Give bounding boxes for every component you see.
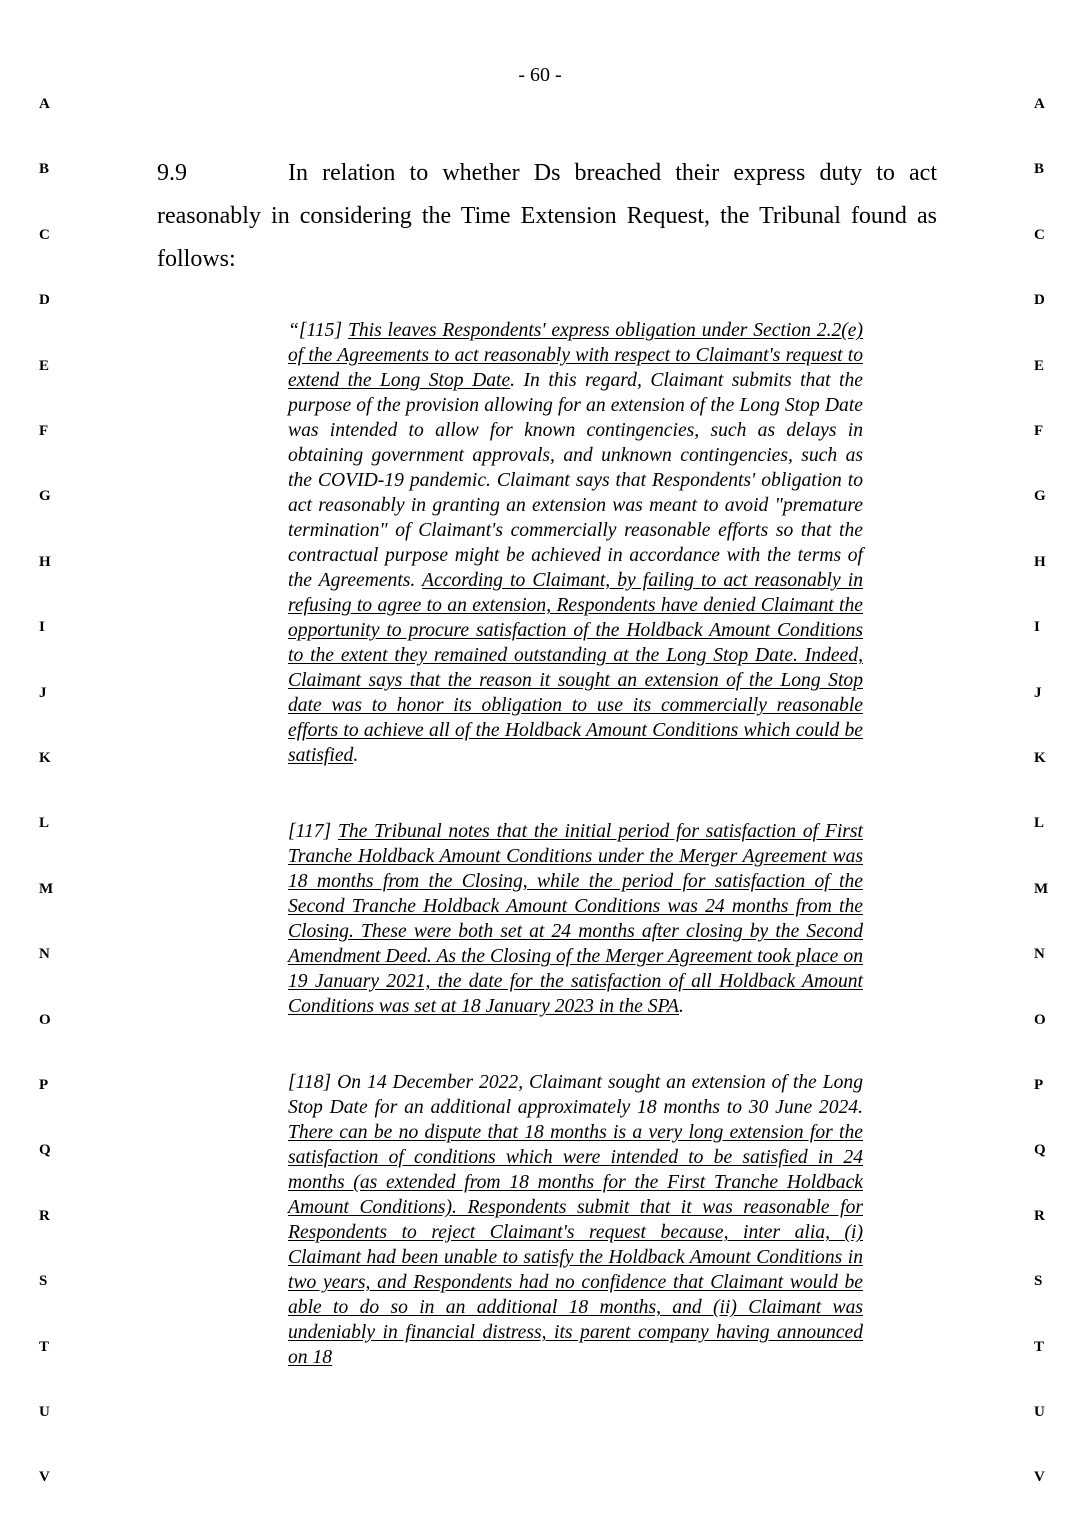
- margin-letter-left-c: C: [39, 226, 50, 243]
- margin-letter-right-k: K: [1034, 750, 1046, 766]
- margin-letter-right-i: I: [1034, 619, 1040, 636]
- margin-letter-left-o: O: [39, 1011, 51, 1028]
- quote-block-115: [288, 318, 863, 768]
- margin-letter-left-j: J: [39, 684, 47, 701]
- quote-block-117: [288, 819, 863, 1019]
- margin-letter-left-n: N: [39, 946, 50, 963]
- margin-letter-left-i: I: [39, 619, 45, 636]
- margin-letter-right-m: M: [1034, 880, 1049, 897]
- quote-text: “[115]: [288, 320, 348, 341]
- margin-letter-left-r: R: [39, 1207, 50, 1224]
- underlined-text: According to Claimant, by failing to act reasonably in refusing to agree to an extension, Respondents have denied Claimant the opportunity to procure satisfaction of the Holdback Amount Conditions to the extent they remained outstanding at the Long Stop Date. Indeed, Claimant says that the reason it sought an extension of the Long Stop date was to honor its obligation to use its commercially reasonable efforts to achieve all of the Holdback Amount Conditions which could be satisfied: [288, 570, 863, 766]
- margin-letter-right-s: S: [1034, 1273, 1043, 1290]
- quote-text: [118] On 14 December 2022, Claimant sought an extension of the Long Stop Date for an additional approximately 18 months to 30 June 2024.: [288, 1072, 863, 1118]
- margin-letter-left-k: K: [39, 750, 51, 766]
- margin-letter-right-f: F: [1034, 423, 1044, 439]
- margin-letter-left-h: H: [39, 553, 51, 570]
- margin-letter-left-e: E: [39, 357, 50, 374]
- margin-letter-right-o: O: [1034, 1011, 1046, 1028]
- margin-letter-left-l: L: [39, 815, 50, 832]
- margin-letter-left-a: A: [39, 96, 50, 112]
- margin-letter-right-c: C: [1034, 226, 1045, 243]
- margin-letter-left-t: T: [39, 1338, 50, 1355]
- margin-letter-right-q: Q: [1034, 1142, 1046, 1159]
- margin-letter-left-f: F: [39, 423, 49, 439]
- margin-letter-left-p: P: [39, 1077, 49, 1093]
- quote-text: .: [678, 996, 684, 1017]
- paragraph-number: 9.9: [157, 160, 187, 186]
- margin-letter-left-m: M: [39, 880, 54, 897]
- margin-letter-left-q: Q: [39, 1142, 51, 1159]
- margin-letter-right-v: V: [1034, 1469, 1045, 1486]
- margin-letter-left-s: S: [39, 1273, 48, 1290]
- margin-letter-left-g: G: [39, 488, 51, 505]
- underlined-text: This leaves Respondents' express obligation under Section 2.2(e) of the Agreements to act reasonably with respect to Claimant's request to extend the Long Stop Date: [288, 320, 864, 391]
- margin-letter-left-u: U: [39, 1404, 50, 1420]
- margin-letter-left-d: D: [39, 292, 50, 309]
- margin-letter-right-h: H: [1034, 553, 1046, 570]
- margin-letter-right-p: P: [1034, 1077, 1044, 1093]
- quote-block-118: [288, 1070, 863, 1370]
- paragraph-9-9: [157, 152, 937, 281]
- underlined-text: There can be no dispute that 18 months is a very long extension for the satisfaction of conditions which were intended to be satisfied in 24 months (as extended from 18 months for the First Tranche Holdback Amount Conditions). Respondents submit that it was reasonable for Respondents to reject Claimant's request because, inter alia, (i) Claimant had been unable to satisfy the Holdback Amount Conditions in two years, and Respondents had no confidence that Claimant would be able to do so in an additional 18 months, and (ii) Claimant was undeniably in financial distress, its parent company having announced on 18: [288, 1122, 863, 1368]
- margin-letter-right-e: E: [1034, 357, 1045, 374]
- quote-text: . In this regard, Claimant submits that the purpose of the provision allowing for an extension of the Long Stop Date was intended to allow for known contingencies, such as delays in obtaining government approvals, and unknown contingencies, such as the COVID-19 pandemic. Claimant says that Respondents' obligation to act reasonably in granting an extension was meant to avoid "premature termination" of Claimant's commercially reasonable efforts so that the contractual purpose might be achieved in accordance with the terms of the Agreements.: [288, 370, 863, 591]
- underlined-text: The Tribunal notes that the initial period for satisfaction of First Tranche Holdback Amount Conditions under the Merger Agreement was 18 months from the Closing, while the period for satisfaction of the Second Tranche Holdback Amount Conditions was 24 months from the Closing. These were both set at 24 months after closing by the Second Amendment Deed. As the Closing of the Merger Agreement took place on 19 January 2021, the date for the satisfaction of all Holdback Amount Conditions was set at 18 January 2023 in the SPA: [288, 821, 863, 1017]
- margin-letter-right-j: J: [1034, 684, 1042, 701]
- quote-text: [117]: [288, 821, 338, 842]
- margin-letter-right-a: A: [1034, 96, 1045, 112]
- quote-text: .: [353, 745, 359, 766]
- margin-letter-right-r: R: [1034, 1207, 1045, 1224]
- margin-letter-left-v: V: [39, 1469, 50, 1486]
- margin-letter-left-b: B: [39, 161, 50, 178]
- page-number: - 60 -: [518, 64, 562, 86]
- margin-letter-right-t: T: [1034, 1338, 1045, 1355]
- margin-letter-right-d: D: [1034, 292, 1045, 309]
- margin-letter-right-l: L: [1034, 815, 1045, 832]
- margin-letter-right-g: G: [1034, 488, 1046, 505]
- margin-letter-right-n: N: [1034, 946, 1045, 963]
- margin-letter-right-u: U: [1034, 1404, 1045, 1420]
- margin-letter-right-b: B: [1034, 161, 1045, 178]
- paragraph-text: In relation to whether Ds breached their express duty to act reasonably in considering the Time Extension Request, the Tribunal found as follows:: [157, 160, 937, 272]
